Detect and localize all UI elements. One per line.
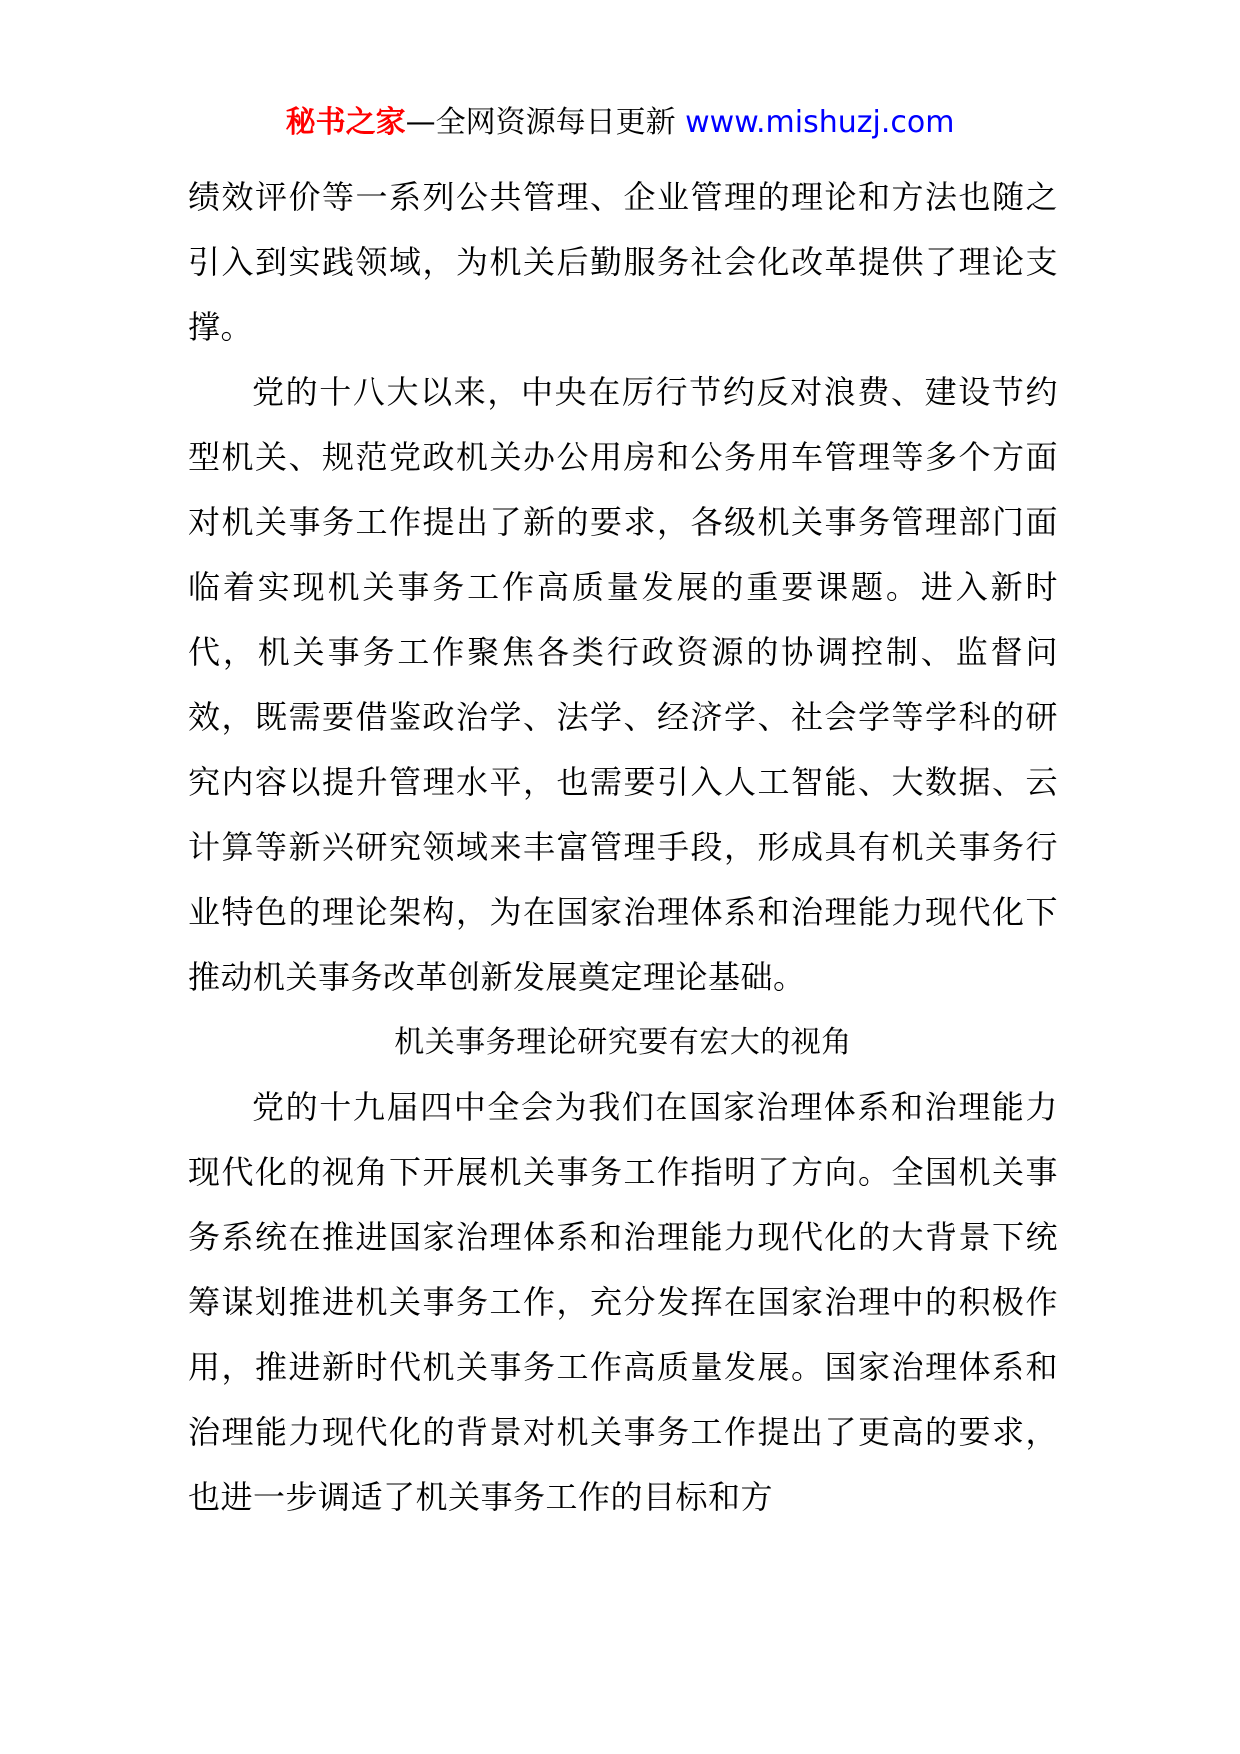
- document-body: [188, 165, 1058, 1530]
- body-paragraph: 绩效评价等一系列公共管理、企业管理的理论和方法也随之引入到实践领域，为机关后勤服务社会化改革提供了理论支撑。: [188, 178, 1058, 346]
- site-url-link[interactable]: www.mishuzj.com: [685, 105, 955, 140]
- site-header: [0, 103, 1240, 143]
- section-heading: 机关事务理论研究要有宏大的视角: [394, 1025, 852, 1060]
- brand-name: 秘书之家: [285, 105, 406, 140]
- header-tagline: —全网资源每日更新: [405, 105, 686, 140]
- body-paragraph: 党的十九届四中全会为我们在国家治理体系和治理能力现代化的视角下开展机关事务工作指明了方向。全国机关事务系统在推进国家治理体系和治理能力现代化的大背景下统筹谋划推进机关事务工作，充分发挥在国家治理中的积极作用，推进新时代机关事务工作高质量发展。国家治理体系和治理能力现代化的背景对机关事务工作提出了更高的要求，也进一步调适了机关事务工作的目标和方: [188, 1088, 1058, 1516]
- body-paragraph: 党的十八大以来，中央在厉行节约反对浪费、建设节约型机关、规范党政机关办公用房和公务用车管理等多个方面对机关事务工作提出了新的要求，各级机关事务管理部门面临着实现机关事务工作高质量发展的重要课题。进入新时代，机关事务工作聚焦各类行政资源的协调控制、监督问效，既需要借鉴政治学、法学、经济学、社会学等学科的研究内容以提升管理水平，也需要引入人工智能、大数据、云计算等新兴研究领域来丰富管理手段，形成具有机关事务行业特色的理论架构，为在国家治理体系和治理能力现代化下推动机关事务改革创新发展奠定理论基础。: [188, 373, 1058, 996]
